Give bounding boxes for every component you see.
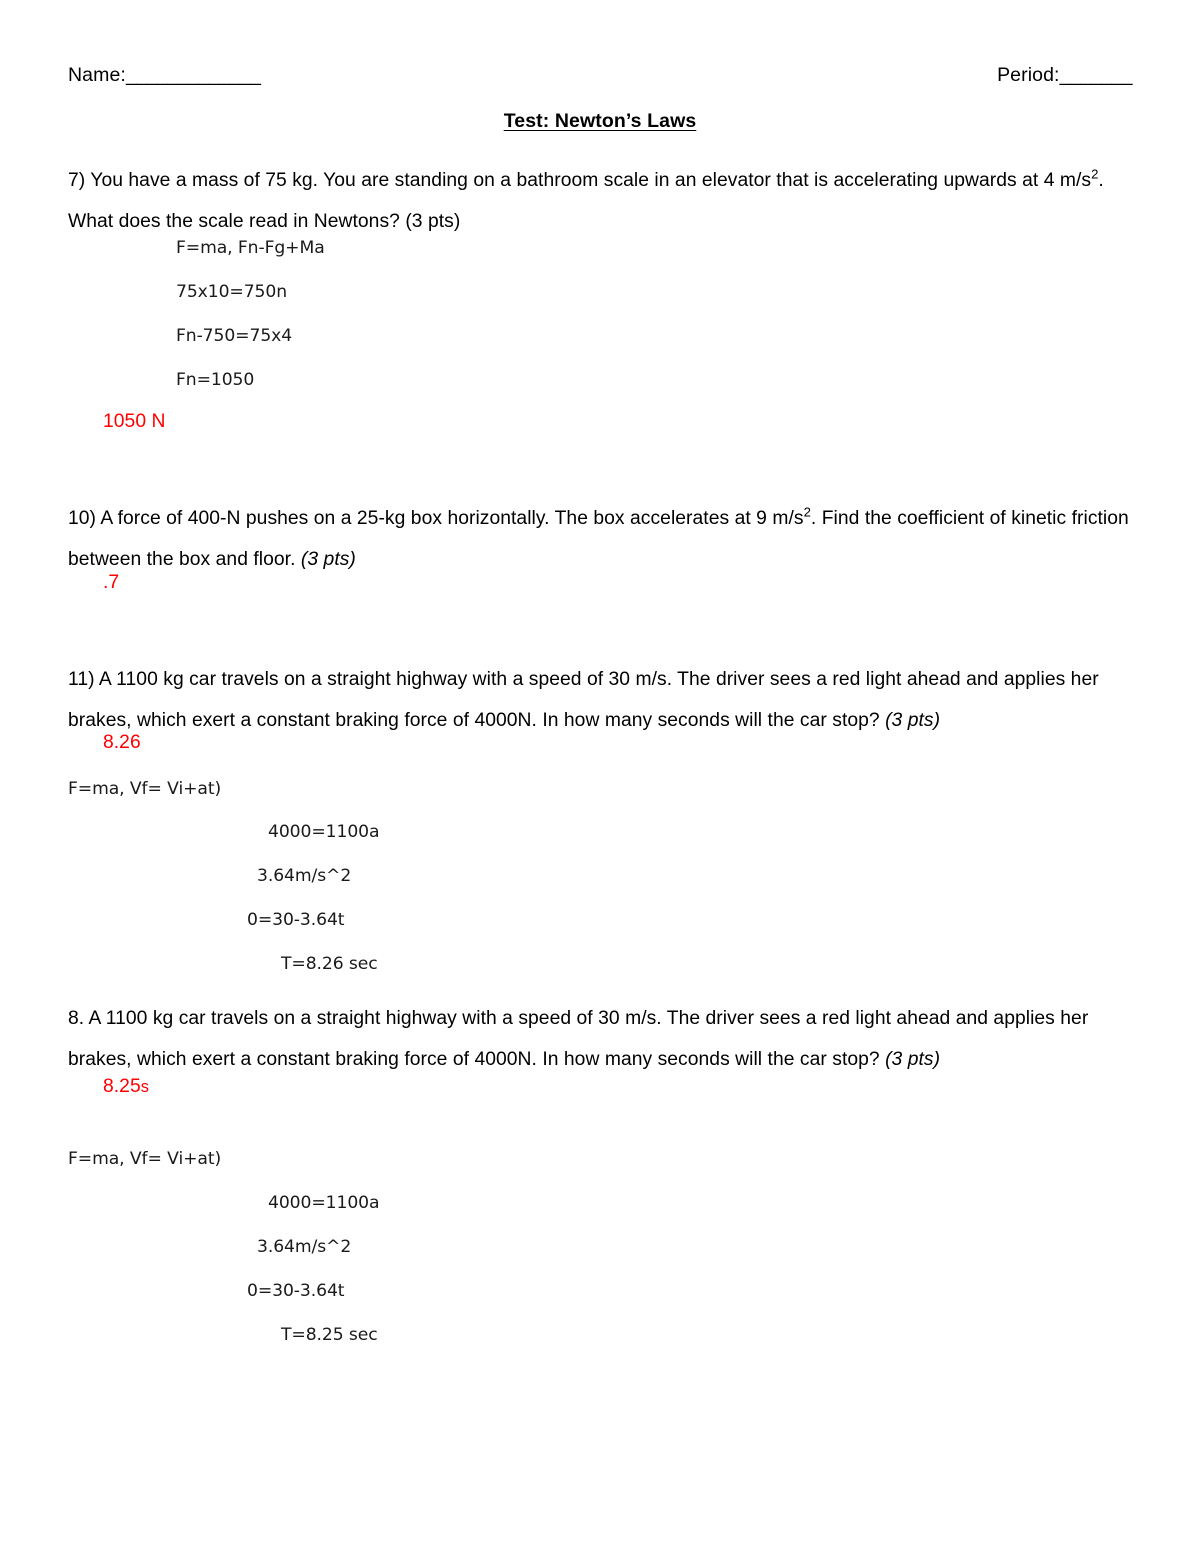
work-line-q11-1: F=ma, Vf= Vi+at) bbox=[68, 779, 222, 799]
answer-q11: 8.26 bbox=[103, 732, 141, 753]
work-line-q8-3: 3.64m/s^2 bbox=[257, 1237, 352, 1257]
question-11-text: 11) A 1100 kg car travels on a straight highway with a speed of 30 m/s. The driver sees a red light ahead and applies her brakes, which exert a constant braking force of 4000N. In how many seconds will the car stop? (3 pts) bbox=[68, 669, 1099, 731]
name-label: Name: bbox=[68, 64, 126, 86]
period-label: Period: bbox=[997, 64, 1060, 86]
question-7 bbox=[68, 160, 1132, 242]
name-field bbox=[68, 64, 260, 87]
question-8 bbox=[68, 998, 1132, 1080]
question-8-text: 8. A 1100 kg car travels on a straight highway with a speed of 30 m/s. The driver sees a red light ahead and applies her brakes, which exert a constant braking force of 4000N. In how many seconds will the car stop? (3 pts) bbox=[68, 1008, 1089, 1070]
page-title bbox=[0, 110, 1200, 133]
work-line-q7-4: Fn=1050 bbox=[176, 370, 255, 390]
question-8-points: (3 pts) bbox=[885, 1049, 941, 1070]
work-line-q8-4: 0=30-3.64t bbox=[247, 1281, 345, 1301]
work-line-q7-3: Fn-750=75x4 bbox=[176, 326, 293, 346]
work-line-q7-2: 75x10=750n bbox=[176, 282, 288, 302]
question-10-text: 10) A force of 400-N pushes on a 25-kg box horizontally. The box accelerates at 9 $m/s^2$. Find the coefficient of kinetic friction between the box and floor. (3 pts) bbox=[68, 504, 1129, 570]
work-line-q7-1: F=ma, Fn-Fg+Ma bbox=[176, 238, 325, 258]
period-field bbox=[997, 64, 1132, 87]
work-line-q11-2: 4000=1100a bbox=[268, 822, 380, 842]
page-title-text: Test: Newton’s Laws bbox=[503, 110, 697, 132]
answer-q8-unit: s bbox=[140, 1078, 149, 1096]
question-10-exponent: 2 bbox=[803, 504, 811, 520]
work-line-q11-4: 0=30-3.64t bbox=[247, 910, 345, 930]
period-blank-line[interactable]: _______ bbox=[1059, 64, 1132, 86]
name-blank-line[interactable]: _____________ bbox=[125, 64, 261, 86]
question-10 bbox=[68, 498, 1132, 580]
question-10-points: (3 pts) bbox=[300, 549, 356, 570]
work-line-q8-2: 4000=1100a bbox=[268, 1193, 380, 1213]
question-11 bbox=[68, 659, 1132, 741]
work-line-q11-3: 3.64m/s^2 bbox=[257, 866, 352, 886]
header-row bbox=[68, 64, 1132, 87]
question-7-exponent: 2 bbox=[1091, 166, 1099, 182]
answer-q7: 1050 N bbox=[103, 411, 166, 432]
answer-q10: .7 bbox=[103, 572, 120, 593]
question-7-text: 7) You have a mass of 75 kg. You are standing on a bathroom scale in an elevator that is accelerating upwards at 4 $m/s^2$. What does the scale read in Newtons? (3 pts) bbox=[68, 166, 1104, 232]
work-line-q11-5: T=8.26 sec bbox=[281, 954, 378, 974]
answer-q8 bbox=[103, 1077, 149, 1096]
work-line-q8-5: T=8.25 sec bbox=[281, 1325, 378, 1345]
answer-q8-value: 8.25 bbox=[103, 1076, 141, 1097]
question-11-points: (3 pts) bbox=[885, 710, 941, 731]
work-line-q8-1: F=ma, Vf= Vi+at) bbox=[68, 1149, 222, 1169]
